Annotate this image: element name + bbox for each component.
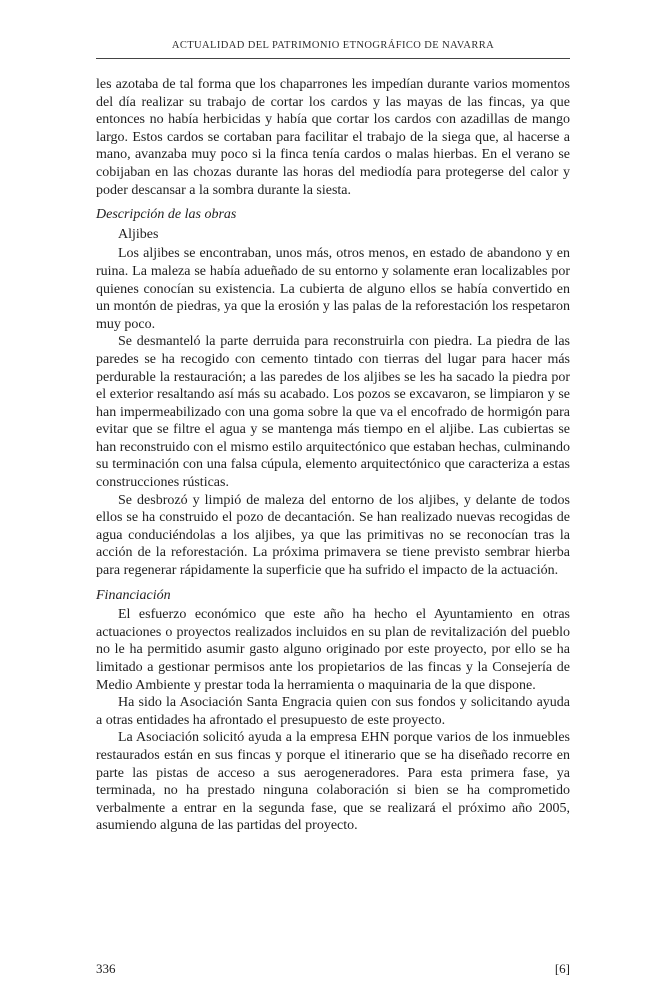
section-marker: [6] [554, 961, 570, 976]
subheading-aljibes: Aljibes [118, 226, 159, 242]
paragraph-intro: les azotaba de tal forma que los chaparrones les impedían durante varios momentos del día realizar su trabajo de cortar los cardos y las mayas de las fincas, ya que entonces no había herbicidas y había que cortar los cardos con azadillas de mango largo. Estos cardos se cortaban para facilitar el trabajo de la siega que, al hacerse a mano, avanzaba muy poco si la finca tenía cardos o malas hierbas. En el verano se cobijaban en las chozas durante las horas del mediodía para protegerse del calor y poder descansar a la sombra durante la siesta. [96, 77, 570, 198]
section-heading-obras: Descripción de las obras [96, 207, 237, 223]
page-number: 336 [96, 961, 116, 976]
paragraph-financiacion-1: El esfuerzo económico que este año ha hecho el Ayuntamiento en otras actuaciones o proyectos realizados incluidos en su plan de revitalización del pueblo no le ha permitido asumir gasto alguno originado por este proyecto, por ello se ha limitado a gestionar permisos ante los propietarios de las fincas y la Consejería de Medio Ambiente y prestar toda la herramienta o maquinaria de la que dispone. [96, 607, 570, 693]
page-footer [96, 961, 570, 977]
header-rule [96, 58, 570, 59]
paragraph-obras-2: Se desmanteló la parte derruida para reconstruirla con piedra. La piedra de las paredes se ha recogido con cemento tintado con tierras del lugar para hacer más perdurable la restauración; a las paredes de los aljibes se les ha sacado la piedra por el exterior resaltando así más su acabado. Los pozos se excavaron, se limpiaron y se han impermeabilizado con una goma sobre la que va el encofrado de hormigón para evitar que se filtre el agua y se mantenga más tiempo en el aljibe. Las cubiertas se han reconstruido con el mismo estilo arquitectónico que estaban hechas, culminando su terminación con una falsa cúpula, elemento arquitectónico que caracteriza a estas construcciones rústicas. [96, 334, 570, 491]
paragraph-obras-3: Se desbrozó y limpió de maleza del entorno de los aljibes, y delante de todos ellos se ha construido el pozo de decantación. Se han realizado nuevas recogidas de agua conduciéndolas a los aljibes, ya que las primitivas no se reconocían tras la acción de la reforestación. La próxima primavera se tiene previsto sembrar hierba para regenerar rápidamente la superficie que ha sufrido el impacto de la actuación. [96, 492, 570, 579]
paragraph-obras-1: Los aljibes se encontraban, unos más, otros menos, en estado de abandono y en ruina. La maleza se había adueñado de su entorno y solamente eran localizables por quienes conocían su existencia. La cubierta de alguno ellos se había convertido en un montón de piedras, ya que la erosión y las palas de la reforestación los respetaron muy poco. [96, 246, 570, 332]
paragraph-financiacion-3: La Asociación solicitó ayuda a la empresa EHN porque varios de los inmuebles restaurados están en sus fincas y porque el itinerario que se ha diseñado recorre en parte las pistas de acceso a sus aerogeneradores. Para esta primera fase, ya terminada, no ha prestado ninguna colaboración si bien se ha comprometido verbalmente a entrar en la segunda fase, que se realizará el próximo año 2005, asumiendo alguna de las partidas del proyecto. [96, 730, 570, 834]
running-header: ACTUALIDAD DEL PATRIMONIO ETNOGRÁFICO DE NAVARRA [171, 40, 495, 51]
section-heading-financiacion: Financiación [96, 587, 171, 603]
paragraph-financiacion-2: Ha sido la Asociación Santa Engracia quien con sus fondos y solicitando ayuda a otras entidades ha afrontado el presupuesto de este proyecto. [96, 695, 570, 728]
page-body [96, 76, 570, 835]
